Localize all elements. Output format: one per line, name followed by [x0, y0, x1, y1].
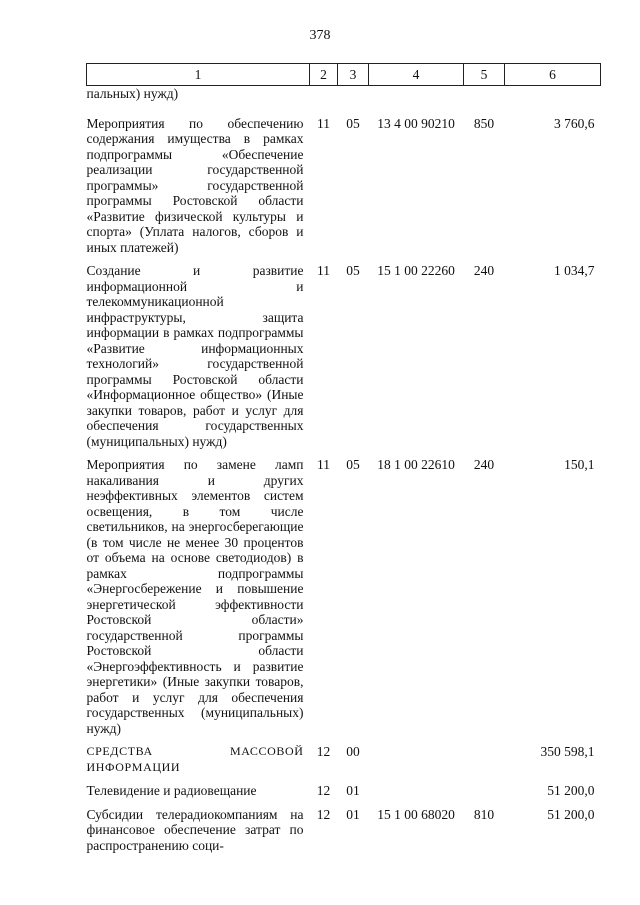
row-name: СРЕДСТВА МАССОВОЙ ИНФОРМАЦИИ: [86, 744, 304, 774]
row-section: 12: [316, 744, 331, 759]
row-name: Субсидии телерадиокомпаниям на финансовое обеспечение затрат по распространению соци-: [86, 806, 304, 853]
row-section: 11: [317, 263, 330, 278]
header-col-target-article: 4: [369, 64, 464, 86]
row-name: Создание и развитие информационной и телекоммуникационной инфраструктуры, защита информации в рамках подпрограммы «Развитие информационных технологий» государственной программы Ростовской области «Информационное общество» (Иные закупки товаров, работ и услуг для обеспечения государственных (муниципальных) нужд): [86, 263, 304, 449]
row-subsection: 05: [346, 263, 360, 278]
continuation-text: пальных) нужд): [86, 86, 179, 101]
row-expense-type: 810: [473, 806, 495, 822]
row-target-article: 15 1 00 22260: [377, 263, 455, 278]
row-amount: 350 598,1: [540, 744, 595, 759]
row-name: Мероприятия по замене ламп накаливания и других неэффективных элементов систем освещения, в том числе светильников, на энергосберегающие (в том числе не менее 30 процентов от объема на основе светодиодов) в рамках подпрограммы «Энергосбережение и повышение энергетической эффективности Ростовской области» государственной программы Ростовской области «Энергоэффективность и развитие энергетики» (Иные закупки товаров, работ и услуг для обеспечения государственных (муниципальных) нужд): [86, 457, 304, 736]
row-amount: 51 200,0: [547, 806, 595, 822]
row-section: 11: [317, 115, 330, 131]
table-header-row: [87, 64, 601, 86]
row-target-article: [369, 775, 464, 799]
table-row: [87, 775, 601, 799]
page-number: 378: [309, 28, 331, 43]
row-expense-type: [464, 736, 505, 775]
table-row: [87, 255, 601, 449]
row-expense-type: 240: [473, 457, 495, 472]
table-row: [87, 736, 601, 775]
row-subsection: 01: [346, 783, 360, 798]
header-col-amount: 6: [505, 64, 601, 86]
row-amount: 51 200,0: [547, 783, 595, 798]
row-expense-type: 240: [473, 263, 495, 278]
row-expense-type: 850: [473, 115, 495, 131]
row-target-article: [369, 736, 464, 775]
row-expense-type: [464, 775, 505, 799]
row-target-article: 15 1 00 68020: [377, 806, 455, 822]
row-subsection: 05: [346, 115, 360, 131]
row-subsection: 00: [346, 744, 360, 759]
row-section: 12: [316, 783, 331, 798]
table-row: [87, 108, 601, 256]
header-col-subsection: 3: [338, 64, 369, 86]
row-section: 11: [317, 457, 330, 472]
row-amount: 3 760,6: [554, 115, 595, 131]
table-row: [87, 449, 601, 736]
table-row: [87, 799, 601, 854]
header-col-section: 2: [310, 64, 338, 86]
row-target-article: 13 4 00 90210: [377, 115, 455, 131]
row-amount: 1 034,7: [554, 263, 595, 278]
row-amount: 150,1: [564, 457, 595, 472]
continuation-row: [87, 86, 601, 108]
budget-table: [86, 63, 601, 853]
row-target-article: 18 1 00 22610: [377, 457, 455, 472]
row-subsection: 05: [346, 457, 360, 472]
row-subsection: 01: [346, 806, 360, 822]
header-col-name: 1: [87, 64, 310, 86]
row-section: 12: [316, 806, 331, 822]
header-col-expense-type: 5: [464, 64, 505, 86]
row-name: Телевидение и радиовещание: [86, 783, 257, 798]
row-name: Мероприятия по обеспечению содержания имущества в рамках подпрограммы «Обеспечение реализации государственной программы» государственной программы Ростовской области «Развитие физической культуры и спорта» (Уплата налогов, сборов и иных платежей): [86, 115, 304, 255]
